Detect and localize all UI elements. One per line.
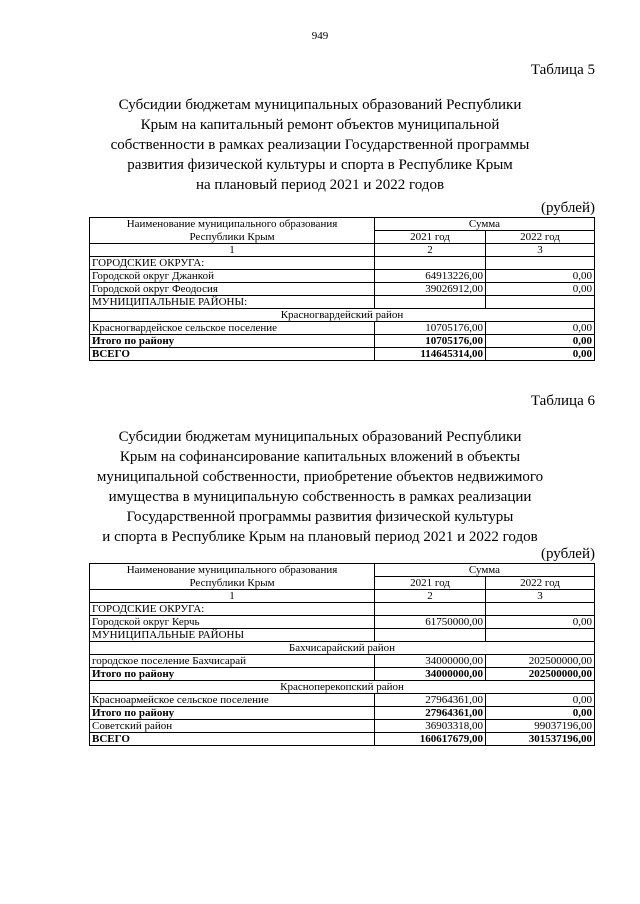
name-cell: Городской округ Керчь: [90, 616, 375, 629]
value-cell: 0,00: [486, 283, 595, 296]
district-cell: Красноперекопский район: [90, 681, 595, 694]
table6-title-line: муниципальной собственности, приобретение объектов недвижимого: [96, 469, 544, 485]
header-name-cell: Наименование муниципального образования: [90, 218, 375, 231]
table-row: [90, 270, 595, 283]
value-cell: 64913226,00: [375, 270, 486, 283]
table6-title-line: Государственной программы развития физической культуры: [126, 509, 514, 525]
table6-label: Таблица 6: [530, 393, 595, 409]
table-row: [90, 642, 595, 655]
table-row: [90, 616, 595, 629]
value-cell: 10705176,00: [375, 322, 486, 335]
table-row: [90, 309, 595, 322]
index-cell: 1: [90, 244, 375, 257]
value-cell: 34000000,00: [375, 655, 486, 668]
name-cell: Городской округ Джанкой: [90, 270, 375, 283]
table6: [89, 563, 595, 746]
table-row: [90, 694, 595, 707]
total-label: ВСЕГО: [90, 348, 375, 361]
value-cell: 99037196,00: [486, 720, 595, 733]
name-cell: Городской округ Феодосия: [90, 283, 375, 296]
index-cell: 1: [90, 590, 375, 603]
table-header-row: [90, 231, 595, 244]
empty-cell: [375, 257, 486, 270]
subtotal-label: Итого по району: [90, 668, 375, 681]
table-row: [90, 322, 595, 335]
value-cell: 202500000,00: [486, 655, 595, 668]
empty-cell: [375, 296, 486, 309]
name-cell: Красногвардейское сельское поселение: [90, 322, 375, 335]
index-cell: 2: [375, 244, 486, 257]
header-sum-cell: Сумма: [375, 564, 595, 577]
empty-cell: [375, 603, 486, 616]
table-row: [90, 283, 595, 296]
index-cell: 2: [375, 590, 486, 603]
value-cell: 202500000,00: [486, 668, 595, 681]
value-cell: 0,00: [486, 707, 595, 720]
table-row: [90, 720, 595, 733]
table5: [89, 217, 595, 361]
total-row: [90, 348, 595, 361]
table5-label: Таблица 5: [530, 62, 595, 78]
index-cell: 3: [486, 244, 595, 257]
table-row: [90, 296, 595, 309]
empty-cell: [486, 629, 595, 642]
header-year-cell: 2022 год: [486, 231, 595, 244]
header-name-cell: Наименование муниципального образования: [90, 564, 375, 577]
table-index-row: [90, 590, 595, 603]
table-row: [90, 681, 595, 694]
table5-title-line: развития физической культуры и спорта в Республике Крым: [127, 157, 513, 173]
header-sum-cell: Сумма: [375, 218, 595, 231]
table-row: [90, 603, 595, 616]
table-index-row: [90, 244, 595, 257]
name-cell: городское поселение Бахчисарай: [90, 655, 375, 668]
value-cell: 0,00: [486, 694, 595, 707]
table6-title: [60, 427, 580, 547]
value-cell: 114645314,00: [375, 348, 486, 361]
table-header-row: [90, 218, 595, 231]
district-cell: Бахчисарайский район: [90, 642, 595, 655]
subtotal-row: [90, 707, 595, 720]
section-cell: ГОРОДСКИЕ ОКРУГА:: [90, 603, 375, 616]
name-cell: Советский район: [90, 720, 375, 733]
empty-cell: [486, 296, 595, 309]
table6-title-line: и спорта в Республике Крым на плановый период 2021 и 2022 годов: [102, 529, 538, 545]
value-cell: 27964361,00: [375, 694, 486, 707]
subtotal-label: Итого по району: [90, 335, 375, 348]
table5-title-line: Крым на капитальный ремонт объектов муниципальной: [140, 117, 500, 133]
value-cell: 10705176,00: [375, 335, 486, 348]
page-number: 949: [311, 30, 329, 42]
table-row: [90, 257, 595, 270]
total-label: ВСЕГО: [90, 733, 375, 746]
table-header-row: [90, 577, 595, 590]
empty-cell: [486, 603, 595, 616]
table-row: [90, 655, 595, 668]
table5-title: [60, 95, 580, 195]
table-header-row: [90, 564, 595, 577]
value-cell: 0,00: [486, 270, 595, 283]
table5-units: (рублей): [540, 200, 595, 216]
table-row: [90, 629, 595, 642]
value-cell: 0,00: [486, 335, 595, 348]
value-cell: 61750000,00: [375, 616, 486, 629]
district-cell: Красногвардейский район: [90, 309, 595, 322]
empty-cell: [486, 257, 595, 270]
subtotal-row: [90, 668, 595, 681]
section-cell: ГОРОДСКИЕ ОКРУГА:: [90, 257, 375, 270]
section-cell: МУНИЦИПАЛЬНЫЕ РАЙОНЫ:: [90, 296, 375, 309]
subtotal-row: [90, 335, 595, 348]
section-cell: МУНИЦИПАЛЬНЫЕ РАЙОНЫ: [90, 629, 375, 642]
value-cell: 160617679,00: [375, 733, 486, 746]
table5-title-line: на плановый период 2021 и 2022 годов: [195, 177, 445, 193]
table5-title-line: Субсидии бюджетам муниципальных образований Республики: [118, 97, 522, 113]
value-cell: 27964361,00: [375, 707, 486, 720]
header-name-cell: Республики Крым: [90, 231, 375, 244]
total-row: [90, 733, 595, 746]
value-cell: 0,00: [486, 322, 595, 335]
table6-title-line: имущества в муниципальную собственность в рамках реализации: [108, 489, 532, 505]
value-cell: 39026912,00: [375, 283, 486, 296]
index-cell: 3: [486, 590, 595, 603]
table6-title-line: Крым на софинансирование капитальных вложений в объекты: [119, 449, 521, 465]
value-cell: 301537196,00: [486, 733, 595, 746]
value-cell: 36903318,00: [375, 720, 486, 733]
header-name-cell: Республики Крым: [90, 577, 375, 590]
table5-title-line: собственности в рамках реализации Государственной программы: [110, 137, 530, 153]
table6-units: (рублей): [540, 546, 595, 562]
header-year-cell: 2021 год: [375, 231, 486, 244]
subtotal-label: Итого по району: [90, 707, 375, 720]
value-cell: 0,00: [486, 616, 595, 629]
value-cell: 34000000,00: [375, 668, 486, 681]
header-year-cell: 2021 год: [375, 577, 486, 590]
empty-cell: [375, 629, 486, 642]
value-cell: 0,00: [486, 348, 595, 361]
header-year-cell: 2022 год: [486, 577, 595, 590]
table6-title-line: Субсидии бюджетам муниципальных образований Республики: [118, 429, 522, 445]
name-cell: Красноармейское сельское поселение: [90, 694, 375, 707]
